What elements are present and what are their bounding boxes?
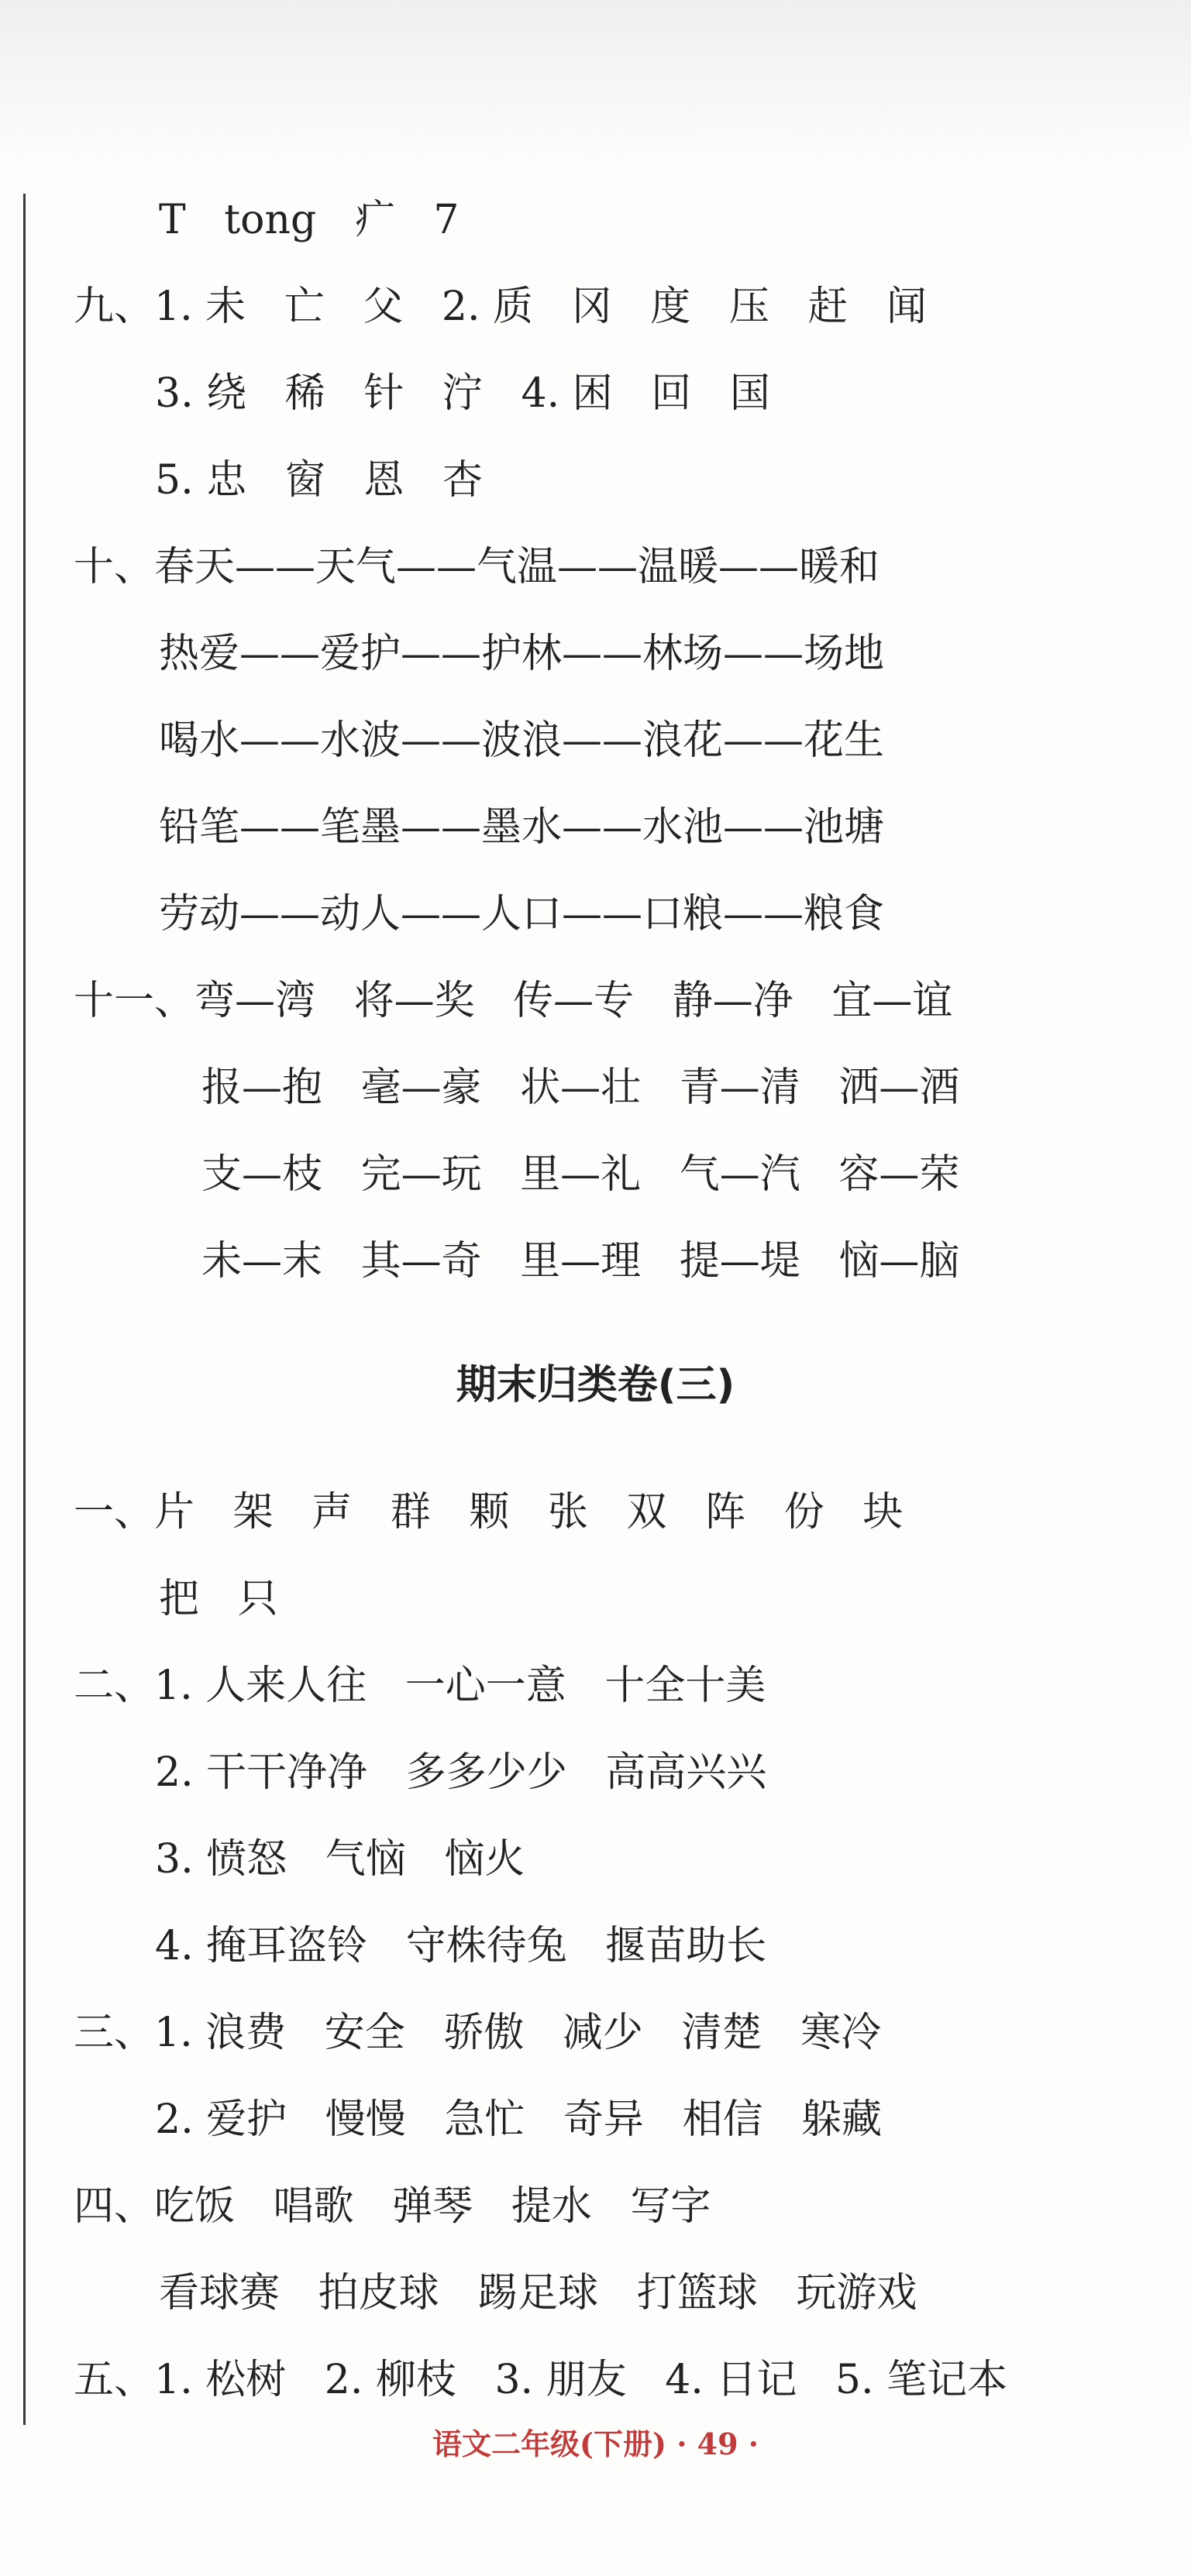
answer-line: 4. 掩耳盗铃 守株待兔 揠苗助长 xyxy=(155,1923,767,1969)
answer-line: 十一、弯—湾 将—奖 传—专 静—净 宜—谊 xyxy=(74,978,953,1024)
answer-line: 三、1. 浪费 安全 骄傲 减少 清楚 寒冷 xyxy=(74,2010,882,2056)
answer-line: 喝水——水波——波浪——浪花——花生 xyxy=(159,717,885,764)
answer-line: 支—枝 完—玩 里—礼 气—汽 容—荣 xyxy=(201,1151,960,1198)
scan-top-shading xyxy=(0,0,1191,163)
answer-line: 把 只 xyxy=(159,1576,278,1622)
section-title: 期末归类卷(三) xyxy=(456,1362,735,1408)
answer-line: 十、春天——天气——气温——温暖——暖和 xyxy=(74,544,880,590)
answer-line: 未—末 其—奇 里—理 提—堤 恼—脑 xyxy=(201,1238,960,1285)
answer-line: 3. 绕 稀 针 泞 4. 困 回 国 xyxy=(155,370,770,417)
answer-line: 报—抱 毫—豪 状—壮 青—清 洒—酒 xyxy=(201,1064,960,1111)
answer-line: 四、吃饭 唱歌 弹琴 提水 写字 xyxy=(74,2183,711,2230)
answer-line: 3. 愤怒 气恼 恼火 xyxy=(155,1836,525,1883)
answer-line: 2. 爱护 慢慢 急忙 奇异 相信 躲藏 xyxy=(155,2096,883,2143)
answer-line: 二、1. 人来人往 一心一意 十全十美 xyxy=(74,1663,766,1709)
margin-rule xyxy=(23,194,26,2425)
answer-line: 九、1. 未 亡 父 2. 质 冈 度 压 赶 闻 xyxy=(74,284,927,330)
answer-line: 5. 忠 窗 恩 杏 xyxy=(155,457,483,504)
answer-line: 劳动——动人——人口——口粮——粮食 xyxy=(159,891,885,937)
answer-line: 看球赛 拍皮球 踢足球 打篮球 玩游戏 xyxy=(159,2270,917,2316)
answer-line: 五、1. 松树 2. 柳枝 3. 朋友 4. 日记 5. 笔记本 xyxy=(74,2357,1008,2403)
answer-line: 2. 干干净净 多多少少 高高兴兴 xyxy=(155,1749,767,1796)
page-footer: 语文二年级(下册) · 49 · xyxy=(432,2426,759,2461)
answer-line: T tong 疒 7 xyxy=(159,197,460,243)
answer-line: 热爱——爱护——护林——林场——场地 xyxy=(159,631,885,677)
answer-line: 一、片 架 声 群 颗 张 双 阵 份 块 xyxy=(74,1489,904,1536)
answer-line: 铅笔——笔墨——墨水——水池——池塘 xyxy=(159,804,885,851)
